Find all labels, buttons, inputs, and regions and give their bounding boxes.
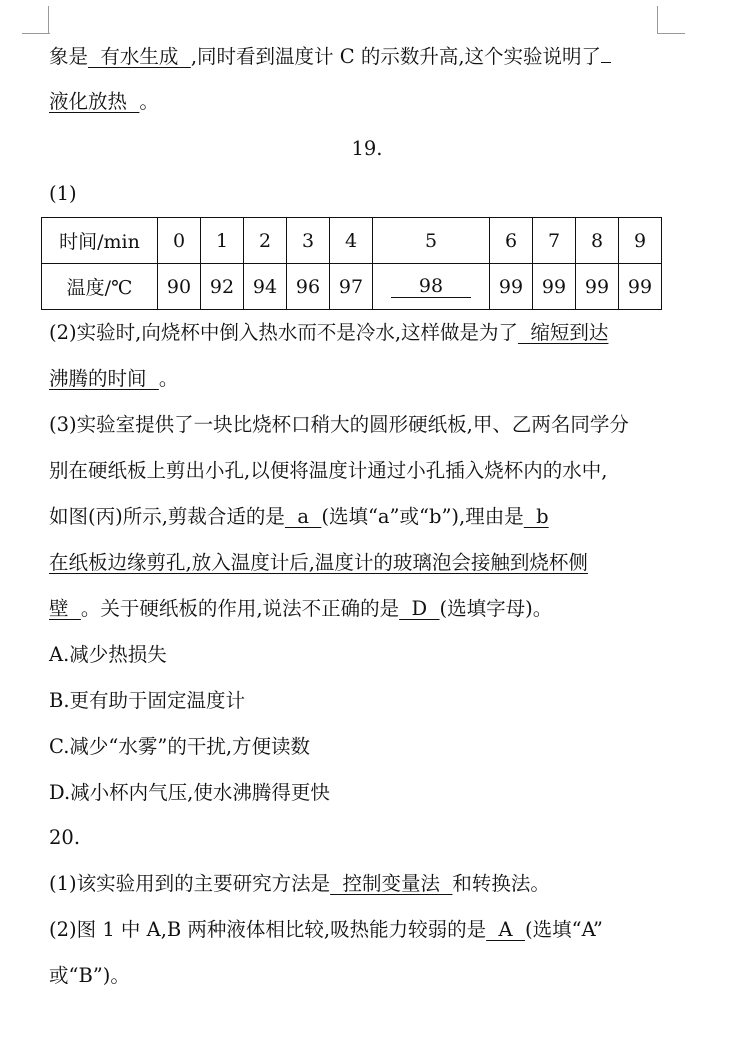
table-cell-answer xyxy=(373,264,490,310)
table-answer-value: 98 xyxy=(391,275,471,298)
q19-part2-answer: 缩短到达 xyxy=(518,321,609,344)
table-cell: 99 xyxy=(490,264,533,310)
answer-blank xyxy=(601,44,611,63)
q20-text: (选填“A” xyxy=(525,918,603,941)
q19-text: 。 xyxy=(158,367,179,390)
table-cell: 99 xyxy=(576,264,619,310)
table-cell: 1 xyxy=(201,218,244,264)
q20-text: (1)该实验用到的主要研究方法是 xyxy=(49,872,331,895)
q18-text: 象是 xyxy=(49,45,89,68)
table-cell: 7 xyxy=(533,218,576,264)
q18-line-2 xyxy=(49,90,159,114)
table-cell: 2 xyxy=(244,218,287,264)
q19-part3-answer-d: D xyxy=(399,597,440,620)
q19-number: 19. xyxy=(351,137,383,160)
q19-text: (2)实验时,向烧杯中倒入热水而不是冷水,这样做是为了 xyxy=(49,321,519,344)
q19-text: 如图(丙)所示,剪裁合适的是 xyxy=(49,505,285,528)
q20-part1-line xyxy=(49,872,550,896)
q18-text: 。 xyxy=(139,90,159,113)
q19-part3-line-1: (3)实验室提供了一块比烧杯口稍大的圆形硬纸板,甲、乙两名同学分 xyxy=(49,413,629,436)
q20-part1-answer: 控制变量法 xyxy=(330,872,453,895)
q20-text: 和转换法。 xyxy=(452,872,550,895)
option-b: B.更有助于固定温度计 xyxy=(49,689,246,712)
q19-part3-line-5 xyxy=(49,597,552,621)
table-cell: 96 xyxy=(287,264,330,310)
q19-part2-answer-cont: 沸腾的时间 xyxy=(49,367,159,390)
q19-part2-line-1 xyxy=(49,321,608,345)
table-cell: 6 xyxy=(490,218,533,264)
q19-part3-reason-end: 壁 xyxy=(49,597,81,620)
q20-part2-line-1 xyxy=(49,918,603,942)
table-cell: 8 xyxy=(576,218,619,264)
q19-part1-label: (1) xyxy=(49,182,77,205)
q19-part3-line-3 xyxy=(49,505,549,529)
q18-text: ,同时看到温度计 C 的示数升高,这个实验说明了 xyxy=(190,45,602,68)
table-header-temperature: 温度/℃ xyxy=(42,264,158,310)
q19-text: 。关于硬纸板的作用,说法不正确的是 xyxy=(80,597,400,620)
option-a: A.减少热损失 xyxy=(49,643,167,666)
table-cell: 3 xyxy=(287,218,330,264)
table-row-time xyxy=(42,218,662,264)
q18-answer-2: 液化放热 xyxy=(49,90,140,113)
table-cell: 5 xyxy=(373,218,490,264)
q19-part3-reason: b xyxy=(523,505,549,528)
q19-part3-line-2: 别在硬纸板上剪出小孔,以便将温度计通过小孔插入烧杯内的水中, xyxy=(49,459,608,482)
table-cell: 97 xyxy=(330,264,373,310)
table-cell: 0 xyxy=(158,218,201,264)
q20-part2-line-2: 或“B”)。 xyxy=(49,964,130,987)
q18-answer-1: 有水生成 xyxy=(88,45,191,68)
q20-number: 20. xyxy=(49,826,81,849)
q19-part3-line-4 xyxy=(49,551,588,575)
q20-part2-answer: A xyxy=(486,918,526,941)
temperature-table xyxy=(41,217,662,310)
option-d: D.减小杯内气压,使水沸腾得更快 xyxy=(49,781,330,804)
table-cell: 92 xyxy=(201,264,244,310)
q19-part3-answer-a: a xyxy=(284,505,322,528)
table-row-temperature xyxy=(42,264,662,310)
q18-line-1 xyxy=(49,44,611,69)
table-cell: 4 xyxy=(330,218,373,264)
table-cell: 9 xyxy=(619,218,662,264)
q19-text: (选填字母)。 xyxy=(439,597,553,620)
option-c: C.减少“水雾”的干扰,方便读数 xyxy=(49,735,311,758)
q19-part2-line-2 xyxy=(49,367,178,391)
table-cell: 90 xyxy=(158,264,201,310)
table-cell: 99 xyxy=(533,264,576,310)
q19-part3-reason-cont: 在纸板边缘剪孔,放入温度计后,温度计的玻璃泡会接触到烧杯侧 xyxy=(49,551,588,574)
table-cell: 94 xyxy=(244,264,287,310)
table-cell: 99 xyxy=(619,264,662,310)
q20-text: (2)图 1 中 A,B 两种液体相比较,吸热能力较弱的是 xyxy=(49,918,487,941)
q19-text: (选填“a”或“b”),理由是 xyxy=(321,505,524,528)
table-header-time: 时间/min xyxy=(42,218,158,264)
